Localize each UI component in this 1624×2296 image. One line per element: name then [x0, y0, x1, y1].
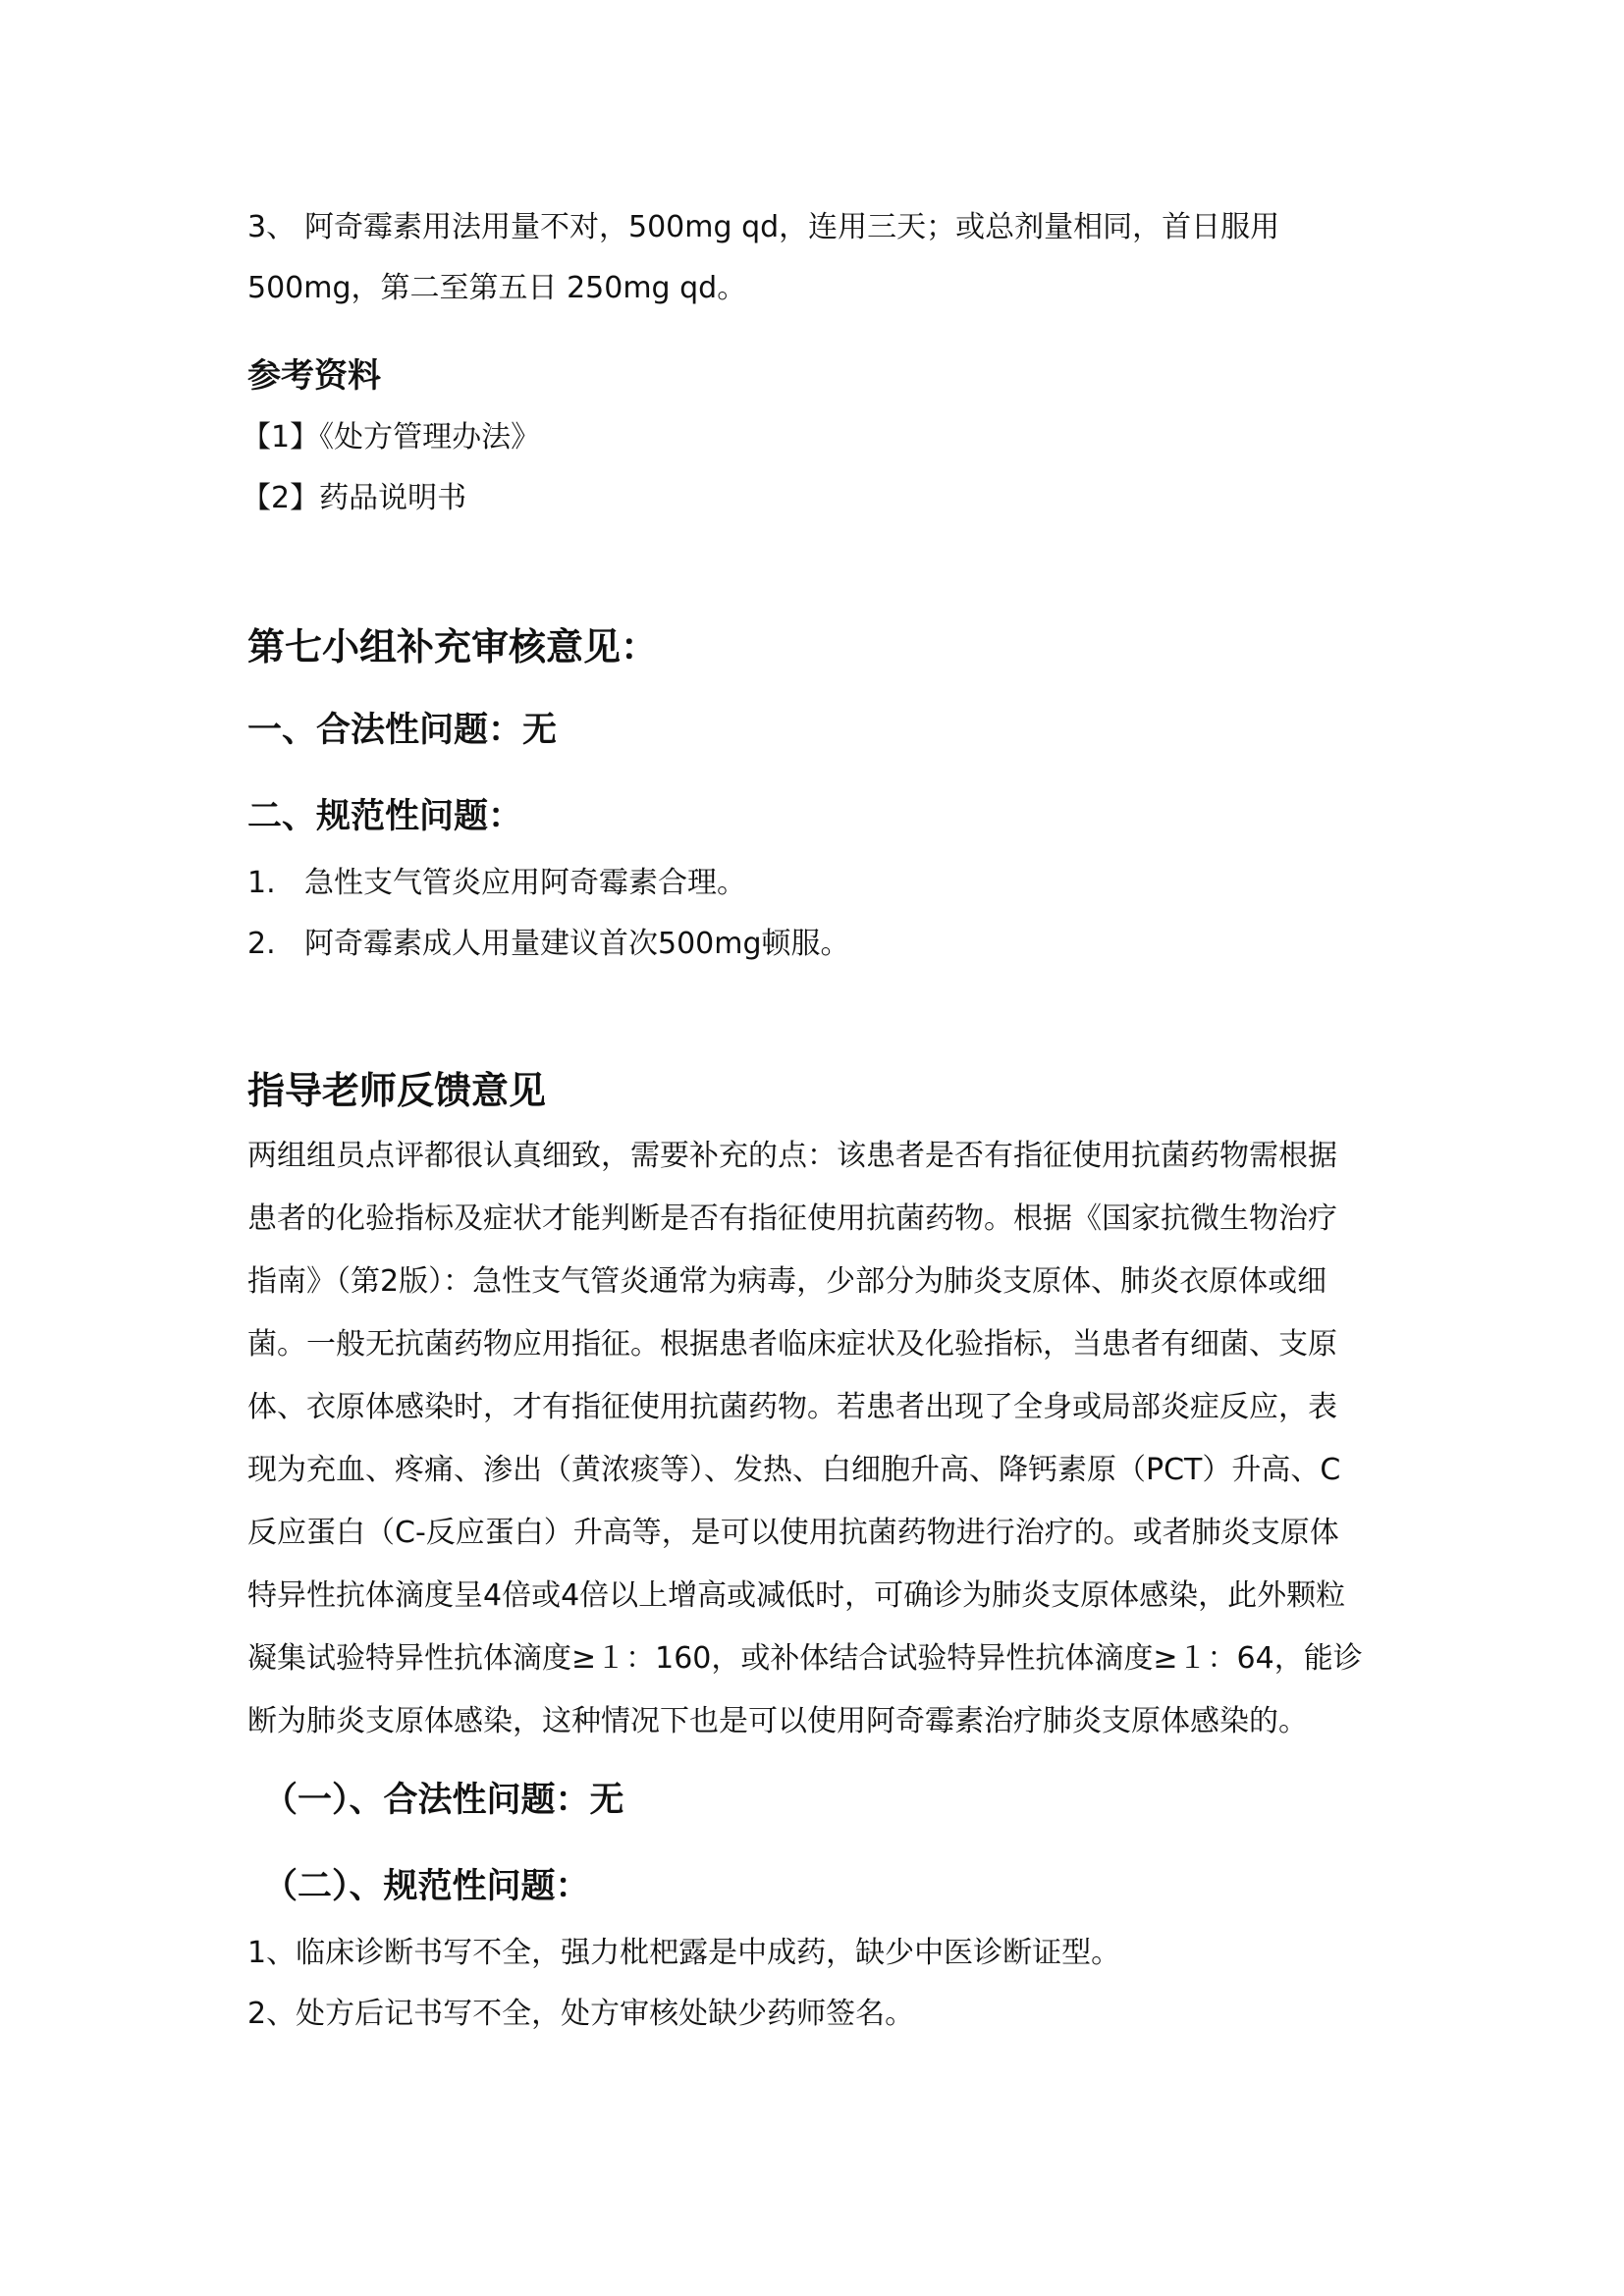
reference-item-2: 【2】药品说明书 [242, 481, 467, 515]
item-3-text: 阿奇霉素用法用量不对，500mg qd，连用三天；或总剂量相同，首日服用 [304, 210, 1280, 244]
teacher-item-1: 1、临床诊断书写不全，强力枇杷露是中成药，缺少中医诊断证型。 [247, 1936, 1121, 1970]
teacher-feedback-heading: 指导老师反馈意见 [247, 1069, 547, 1112]
group7-item-1-text: 急性支气管炎应用阿奇霉素合理。 [304, 866, 746, 900]
reference-item-1: 【1】《处方管理办法》 [242, 420, 541, 454]
group7-legality-heading: 一、合法性问题：无 [247, 711, 558, 750]
paragraph-line: 两组组员点评都很认真细致，需要补充的点：该患者是否有指征使用抗菌药物需根据 [247, 1139, 1337, 1173]
teacher-normative-heading: （二）、规范性问题： [263, 1867, 590, 1906]
paragraph-line: 患者的化验指标及症状才能判断是否有指征使用抗菌药物。根据《国家抗微生物治疗 [247, 1201, 1337, 1236]
paragraph-line: 菌。一般无抗菌药物应用指征。根据患者临床症状及化验指标，当患者有细菌、支原 [247, 1327, 1337, 1362]
group7-normative-heading: 二、规范性问题： [247, 797, 523, 836]
references-heading: 参考资料 [247, 356, 381, 396]
item-3-line-2: 500mg，第二至第五日 250mg qd。 [247, 271, 747, 305]
group7-item-2-number: 2. [247, 927, 276, 961]
paragraph-line: 凝集试验特异性抗体滴度≥１：160，或补体结合试验特异性抗体滴度≥１：64，能诊 [247, 1641, 1363, 1676]
paragraph-line: 指南》（第2版）：急性支气管炎通常为病毒，少部分为肺炎支原体、肺炎衣原体或细 [247, 1264, 1327, 1299]
paragraph-line: 反应蛋白（C-反应蛋白）升高等，是可以使用抗菌药物进行治疗的。或者肺炎支原体 [247, 1516, 1339, 1550]
group7-item-2-text: 阿奇霉素成人用量建议首次500mg顿服。 [304, 927, 850, 961]
item-3-number: 3、 [247, 210, 297, 244]
group7-item-1-number: 1. [247, 866, 276, 900]
group7-heading: 第七小组补充审核意见： [247, 625, 659, 668]
paragraph-line: 体、衣原体感染时，才有指征使用抗菌药物。若患者出现了全身或局部炎症反应，表 [247, 1390, 1337, 1424]
group7-item-2 [247, 913, 850, 976]
teacher-item-2: 2、处方后记书写不全，处方审核处缺少药师签名。 [247, 1997, 915, 2031]
paragraph-line: 断为肺炎支原体感染，这种情况下也是可以使用阿奇霉素治疗肺炎支原体感染的。 [247, 1704, 1308, 1738]
teacher-feedback-paragraph [247, 1125, 1386, 1753]
paragraph-line: 特异性抗体滴度呈4倍或4倍以上增高或减低时，可确诊为肺炎支原体感染，此外颗粒 [247, 1578, 1346, 1613]
item-3-line-1 [247, 196, 1279, 259]
paragraph-line: 现为充血、疼痛、渗出（黄浓痰等）、发热、白细胞升高、降钙素原（PCT）升高、C [247, 1453, 1341, 1487]
group7-item-1 [247, 852, 746, 915]
teacher-legality-heading: （一）、合法性问题：无 [263, 1781, 624, 1820]
